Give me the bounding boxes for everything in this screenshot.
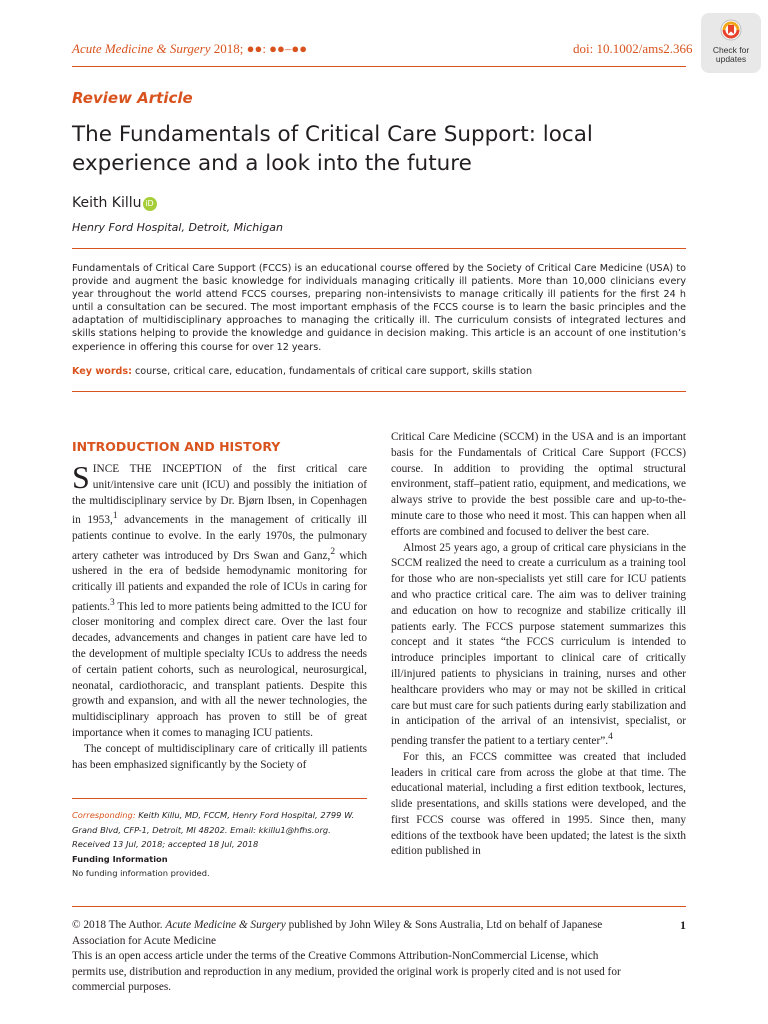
citation-ref[interactable]: 1: [112, 511, 118, 522]
keywords-list: course, critical care, education, fundamentals of critical care support, skills station: [135, 366, 533, 377]
journal-name: Acute Medicine & Surgery: [72, 41, 211, 56]
paragraph: Critical Care Medicine (SCCM) in the USA and is an important basis for the Fundamentals of Critical Care Support (FCCS) course. In addition to providing the optimal structural environment, staff–patient ratio, equipment, and medications, we always strive to provide the best possible care and up-to-the-minute care to those who need it most. This can happen when all efforts are combined and focused to deliver the best care.: [391, 431, 686, 538]
body-column-right: [391, 430, 686, 860]
copyright-line: [72, 918, 632, 949]
affiliation: Henry Ford Hospital, Detroit, Michigan: [72, 221, 283, 234]
check-for-updates-button[interactable]: [701, 13, 761, 73]
funding-heading: Funding Information: [72, 853, 168, 864]
license-notice: [72, 918, 632, 996]
open-access-statement: This is an open access article under the terms of the Creative Commons Attribution-NonCommercial License, which permits use, distribution and reproduction in any medium, provided the original work is properly cited and is not used for commercial purposes.: [72, 950, 621, 994]
paragraph: For this, an FCCS committee was created that included leaders in critical care from across the globe at that time. The educational material, including a first edition textbook, lectures, slide presentations, and skills stations were developed, and the first FCCS course was offered in 1995. Since then, many editions of the textbook have been updated; the latest is the sixth edition published in: [391, 750, 686, 858]
body-column-left: [72, 459, 368, 773]
keywords: [72, 366, 532, 377]
keywords-label: Key words:: [72, 366, 132, 377]
paragraph: [72, 459, 368, 742]
section-heading: INTRODUCTION AND HISTORY: [72, 439, 281, 454]
check-updates-label-1: Check for: [712, 45, 750, 55]
copyright-text: © 2018 The Author.: [72, 919, 166, 931]
check-updates-icon: [720, 19, 742, 41]
journal-name-footer: Acute Medicine & Surgery: [165, 919, 286, 931]
citation-ref[interactable]: 2: [330, 546, 336, 557]
article-title: The Fundamentals of Critical Care Support: local experience and a look into the future: [72, 122, 593, 176]
article-type: Review Article: [72, 89, 193, 107]
orcid-icon[interactable]: iD: [143, 197, 157, 211]
title-divider: [72, 248, 686, 249]
abstract: Fundamentals of Critical Care Support (FCCS) is an educational course offered by the Society of Critical Care Medicine (USA) to provide and augment the basic knowledge for individuals managing critically ill patients. More than 10,000 clinicians every year throughout the world attend FCCS courses, preparing non-intensivists to manage critically ill patients for the first 24 h until a consultation can be secured. The most important emphasis of the FCCS course is to learn the basic principles and the adaptation of multidisciplinary approaches to managing the critically ill. The curriculum consists of integrated lectures and skills stations helping to provide the knowledge and guidance in decision making. This article is an account of one institution’s experience in offering this course for over 12 years.: [72, 263, 686, 353]
header-divider: [72, 66, 686, 67]
doi-link[interactable]: doi: 10.1002/ams2.366: [573, 41, 693, 56]
footer-divider: [72, 906, 686, 907]
author-name[interactable]: Keith Killu: [72, 195, 142, 211]
drop-cap: S: [72, 459, 90, 495]
corresponding-label: Corresponding:: [72, 810, 136, 820]
paragraph-text: which ushered in the era of bedside hemodynamic monitoring for critically ill patients and expanded the role of ICUs in caring for patients.: [72, 549, 367, 613]
received-dates: Received 13 Jul, 2018; accepted 18 Jul, 2018: [72, 839, 259, 849]
paragraph: The concept of multidisciplinary care of critically ill patients has been emphasized significantly by the Society of: [72, 742, 367, 771]
paragraph-text: of the first critical care unit/intensive care unit (ICU) and possibly the initiation of the multidisciplinary service by Dr. Bjørn Ibsen, in Copenhagen in 1953,: [72, 463, 367, 527]
journal-citation: [72, 41, 307, 57]
footnote: [72, 808, 367, 881]
author-line: [72, 195, 157, 211]
page-number: 1: [680, 918, 686, 932]
journal-issue: 2018; ●●: ●●–●●: [213, 41, 308, 56]
citation-ref[interactable]: 3: [109, 597, 115, 608]
correspondence: [72, 808, 367, 837]
citation-ref[interactable]: 4: [608, 732, 613, 743]
abstract-divider: [72, 391, 686, 392]
lead-in: INCE THE INCEPTION: [92, 463, 222, 475]
paragraph-text: This led to more patients being admitted to the ICU for closer monitoring and complex direct care. Over the last four decades, advancements and changes in patient care have led to the development of multiple specialty ICUs to address the needs of certain patient cohorts, such as neurological, neurosurgical, neonatal, cardiothoracic, and transplant patients. Despite this growth and expansion, and with all the newer technologies, the multidisciplinary approach has proven to still be of great importance when it comes to managing ICU patients.: [72, 600, 367, 740]
paragraph: [391, 541, 686, 750]
check-updates-label-2: updates: [715, 54, 747, 64]
paragraph-text: advancements in the management of critically ill patients continue to evolve. In the early 1970s, the pulmonary artery catheter was introduced by Drs Swan and Ganz,: [72, 514, 368, 562]
footnote-divider: [72, 798, 367, 799]
funding-text: No funding information provided.: [72, 868, 210, 878]
paragraph-text: Almost 25 years ago, a group of critical care physicians in the SCCM realized the need to create a curriculum as a training tool for those who are non-specialists yet still care for ICU patients and who practice critical care. The aim was to deliver training and education on how to recognize and stabilize critically ill patients early. The FCCS purpose statement summarizes this concept and it states “the FCCS curriculum is intended to introduce principles important to clinical care of critically ill/injured patients to physicians in training, nurses and other healthcare providers who may or may not be skilled in critical care but must care for such patients during early stabilization and in anticipation of the arrival of an intensivist, specialist, or pending transfer the patient to a tertiary center”.: [391, 541, 686, 747]
copyright-text: published by John Wiley & Sons Australia, Ltd on behalf of Japanese Association for Acute Medicine: [72, 919, 603, 947]
corresponding-text: Keith Killu, MD, FCCM, Henry Ford Hospital, 2799 W. Grand Blvd, CFP-1, Detroit, MI 48202. Email: kkillu1@hfhs.org.: [72, 810, 355, 835]
